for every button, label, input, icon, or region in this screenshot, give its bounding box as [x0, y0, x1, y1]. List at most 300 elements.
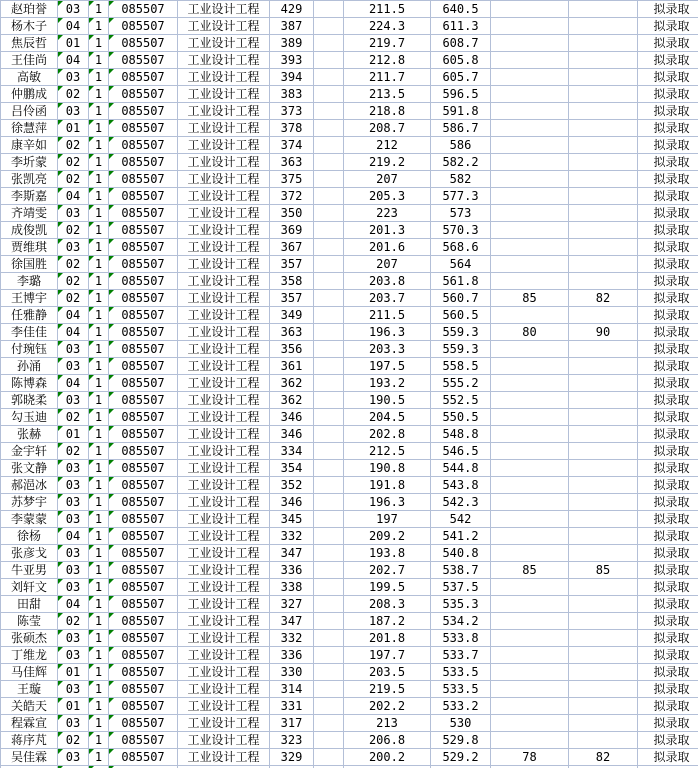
cell-secondary-score[interactable]: 201.6	[344, 239, 431, 256]
cell-major[interactable]: 工业设计工程	[178, 35, 270, 52]
cell-extra-score-2[interactable]	[569, 35, 638, 52]
cell-total-score[interactable]: 542.3	[431, 494, 491, 511]
cell-status[interactable]: 拟录取	[638, 664, 698, 681]
cell-initial-score[interactable]: 327	[270, 596, 314, 613]
cell-initial-score[interactable]: 357	[270, 256, 314, 273]
cell-secondary-score[interactable]: 203.7	[344, 290, 431, 307]
cell-name[interactable]: 徐杨	[1, 528, 58, 545]
cell-secondary-score[interactable]: 190.5	[344, 392, 431, 409]
cell-initial-score[interactable]: 362	[270, 392, 314, 409]
cell-name[interactable]: 吴佳霖	[1, 749, 58, 766]
cell-flag[interactable]: 1	[89, 630, 109, 647]
cell-initial-score[interactable]: 373	[270, 103, 314, 120]
cell-major[interactable]: 工业设计工程	[178, 375, 270, 392]
cell-name[interactable]: 仲鹏成	[1, 86, 58, 103]
cell-gap[interactable]	[314, 324, 344, 341]
cell-major[interactable]: 工业设计工程	[178, 52, 270, 69]
cell-status[interactable]: 拟录取	[638, 715, 698, 732]
cell-major[interactable]: 工业设计工程	[178, 409, 270, 426]
cell-extra-score-2[interactable]	[569, 171, 638, 188]
cell-extra-score-2[interactable]	[569, 647, 638, 664]
cell-group[interactable]: 02	[58, 290, 89, 307]
cell-status[interactable]: 拟录取	[638, 647, 698, 664]
cell-group[interactable]: 03	[58, 545, 89, 562]
cell-secondary-score[interactable]: 196.3	[344, 494, 431, 511]
cell-extra-score-2[interactable]	[569, 579, 638, 596]
cell-name[interactable]: 王博宇	[1, 290, 58, 307]
cell-status[interactable]: 拟录取	[638, 528, 698, 545]
cell-gap[interactable]	[314, 290, 344, 307]
cell-name[interactable]: 李蒙蒙	[1, 511, 58, 528]
cell-initial-score[interactable]: 330	[270, 664, 314, 681]
cell-total-score[interactable]: 533.2	[431, 698, 491, 715]
cell-total-score[interactable]: 552.5	[431, 392, 491, 409]
cell-extra-score-1[interactable]	[491, 154, 569, 171]
cell-extra-score-2[interactable]	[569, 273, 638, 290]
cell-total-score[interactable]: 544.8	[431, 460, 491, 477]
cell-extra-score-2[interactable]	[569, 188, 638, 205]
cell-name[interactable]: 吕伶函	[1, 103, 58, 120]
cell-code[interactable]: 085507	[109, 307, 178, 324]
cell-total-score[interactable]: 605.8	[431, 52, 491, 69]
cell-secondary-score[interactable]: 201.8	[344, 630, 431, 647]
cell-secondary-score[interactable]: 202.7	[344, 562, 431, 579]
cell-secondary-score[interactable]: 197	[344, 511, 431, 528]
cell-flag[interactable]: 1	[89, 647, 109, 664]
cell-initial-score[interactable]: 314	[270, 681, 314, 698]
cell-initial-score[interactable]: 323	[270, 732, 314, 749]
cell-gap[interactable]	[314, 545, 344, 562]
cell-gap[interactable]	[314, 443, 344, 460]
cell-extra-score-1[interactable]	[491, 86, 569, 103]
cell-total-score[interactable]: 533.8	[431, 630, 491, 647]
cell-gap[interactable]	[314, 647, 344, 664]
cell-major[interactable]: 工业设计工程	[178, 545, 270, 562]
cell-status[interactable]: 拟录取	[638, 698, 698, 715]
cell-flag[interactable]: 1	[89, 307, 109, 324]
cell-name[interactable]: 王佳尚	[1, 52, 58, 69]
cell-flag[interactable]: 1	[89, 392, 109, 409]
cell-status[interactable]: 拟录取	[638, 205, 698, 222]
cell-initial-score[interactable]: 347	[270, 613, 314, 630]
cell-initial-score[interactable]: 346	[270, 426, 314, 443]
cell-status[interactable]: 拟录取	[638, 18, 698, 35]
cell-extra-score-1[interactable]	[491, 664, 569, 681]
cell-name[interactable]: 刘轩文	[1, 579, 58, 596]
cell-code[interactable]: 085507	[109, 460, 178, 477]
cell-group[interactable]: 04	[58, 528, 89, 545]
cell-extra-score-2[interactable]	[569, 630, 638, 647]
cell-name[interactable]: 徐国胜	[1, 256, 58, 273]
cell-extra-score-1[interactable]	[491, 69, 569, 86]
cell-status[interactable]: 拟录取	[638, 120, 698, 137]
cell-code[interactable]: 085507	[109, 341, 178, 358]
cell-status[interactable]: 拟录取	[638, 732, 698, 749]
cell-extra-score-2[interactable]	[569, 52, 638, 69]
cell-secondary-score[interactable]: 211.5	[344, 1, 431, 18]
cell-name[interactable]: 郭晓柔	[1, 392, 58, 409]
cell-extra-score-1[interactable]	[491, 307, 569, 324]
cell-extra-score-2[interactable]	[569, 86, 638, 103]
cell-gap[interactable]	[314, 630, 344, 647]
cell-secondary-score[interactable]: 223	[344, 205, 431, 222]
cell-initial-score[interactable]: 372	[270, 188, 314, 205]
cell-gap[interactable]	[314, 681, 344, 698]
cell-flag[interactable]: 1	[89, 579, 109, 596]
cell-code[interactable]: 085507	[109, 647, 178, 664]
cell-flag[interactable]: 1	[89, 375, 109, 392]
cell-extra-score-2[interactable]: 82	[569, 290, 638, 307]
cell-group[interactable]: 02	[58, 137, 89, 154]
cell-code[interactable]: 085507	[109, 137, 178, 154]
cell-extra-score-2[interactable]	[569, 222, 638, 239]
cell-initial-score[interactable]: 393	[270, 52, 314, 69]
cell-total-score[interactable]: 582.2	[431, 154, 491, 171]
cell-group[interactable]: 02	[58, 256, 89, 273]
cell-total-score[interactable]: 561.8	[431, 273, 491, 290]
cell-name[interactable]: 齐靖雯	[1, 205, 58, 222]
cell-total-score[interactable]: 538.7	[431, 562, 491, 579]
cell-major[interactable]: 工业设计工程	[178, 494, 270, 511]
cell-group[interactable]: 04	[58, 52, 89, 69]
cell-name[interactable]: 陈博森	[1, 375, 58, 392]
cell-major[interactable]: 工业设计工程	[178, 732, 270, 749]
cell-status[interactable]: 拟录取	[638, 86, 698, 103]
cell-gap[interactable]	[314, 256, 344, 273]
cell-extra-score-1[interactable]	[491, 120, 569, 137]
cell-status[interactable]: 拟录取	[638, 188, 698, 205]
cell-gap[interactable]	[314, 222, 344, 239]
cell-gap[interactable]	[314, 103, 344, 120]
cell-secondary-score[interactable]: 207	[344, 171, 431, 188]
cell-major[interactable]: 工业设计工程	[178, 290, 270, 307]
cell-gap[interactable]	[314, 358, 344, 375]
cell-flag[interactable]: 1	[89, 222, 109, 239]
cell-gap[interactable]	[314, 69, 344, 86]
cell-major[interactable]: 工业设计工程	[178, 460, 270, 477]
cell-code[interactable]: 085507	[109, 749, 178, 766]
cell-extra-score-1[interactable]	[491, 545, 569, 562]
cell-flag[interactable]: 1	[89, 18, 109, 35]
cell-extra-score-2[interactable]	[569, 613, 638, 630]
cell-group[interactable]: 03	[58, 511, 89, 528]
cell-name[interactable]: 孙涌	[1, 358, 58, 375]
cell-extra-score-1[interactable]: 85	[491, 290, 569, 307]
cell-status[interactable]: 拟录取	[638, 392, 698, 409]
cell-major[interactable]: 工业设计工程	[178, 664, 270, 681]
cell-total-score[interactable]: 533.7	[431, 647, 491, 664]
cell-code[interactable]: 085507	[109, 613, 178, 630]
cell-status[interactable]: 拟录取	[638, 35, 698, 52]
cell-secondary-score[interactable]: 207	[344, 256, 431, 273]
cell-code[interactable]: 085507	[109, 120, 178, 137]
cell-secondary-score[interactable]: 212	[344, 137, 431, 154]
cell-extra-score-2[interactable]	[569, 256, 638, 273]
cell-gap[interactable]	[314, 732, 344, 749]
cell-secondary-score[interactable]: 224.3	[344, 18, 431, 35]
cell-total-score[interactable]: 582	[431, 171, 491, 188]
cell-total-score[interactable]: 530	[431, 715, 491, 732]
cell-secondary-score[interactable]: 199.5	[344, 579, 431, 596]
cell-initial-score[interactable]: 358	[270, 273, 314, 290]
cell-major[interactable]: 工业设计工程	[178, 86, 270, 103]
cell-initial-score[interactable]: 334	[270, 443, 314, 460]
cell-name[interactable]: 张硕杰	[1, 630, 58, 647]
cell-major[interactable]: 工业设计工程	[178, 698, 270, 715]
cell-initial-score[interactable]: 374	[270, 137, 314, 154]
cell-extra-score-2[interactable]	[569, 681, 638, 698]
cell-gap[interactable]	[314, 205, 344, 222]
cell-status[interactable]: 拟录取	[638, 256, 698, 273]
cell-extra-score-2[interactable]: 85	[569, 562, 638, 579]
cell-code[interactable]: 085507	[109, 562, 178, 579]
cell-extra-score-2[interactable]	[569, 341, 638, 358]
cell-gap[interactable]	[314, 18, 344, 35]
cell-total-score[interactable]: 541.2	[431, 528, 491, 545]
cell-status[interactable]: 拟录取	[638, 409, 698, 426]
cell-total-score[interactable]: 573	[431, 205, 491, 222]
cell-flag[interactable]: 1	[89, 698, 109, 715]
cell-total-score[interactable]: 611.3	[431, 18, 491, 35]
cell-extra-score-2[interactable]	[569, 307, 638, 324]
cell-code[interactable]: 085507	[109, 511, 178, 528]
cell-name[interactable]: 康辛如	[1, 137, 58, 154]
cell-extra-score-1[interactable]	[491, 477, 569, 494]
cell-status[interactable]: 拟录取	[638, 137, 698, 154]
cell-code[interactable]: 085507	[109, 545, 178, 562]
cell-code[interactable]: 085507	[109, 579, 178, 596]
cell-group[interactable]: 02	[58, 732, 89, 749]
cell-code[interactable]: 085507	[109, 222, 178, 239]
cell-status[interactable]: 拟录取	[638, 426, 698, 443]
cell-gap[interactable]	[314, 273, 344, 290]
cell-code[interactable]: 085507	[109, 171, 178, 188]
cell-total-score[interactable]: 564	[431, 256, 491, 273]
cell-initial-score[interactable]: 354	[270, 460, 314, 477]
cell-status[interactable]: 拟录取	[638, 69, 698, 86]
cell-extra-score-1[interactable]	[491, 52, 569, 69]
cell-name[interactable]: 付琬钰	[1, 341, 58, 358]
cell-extra-score-2[interactable]	[569, 358, 638, 375]
cell-name[interactable]: 贾维琪	[1, 239, 58, 256]
cell-gap[interactable]	[314, 613, 344, 630]
cell-initial-score[interactable]: 332	[270, 528, 314, 545]
cell-code[interactable]: 085507	[109, 239, 178, 256]
cell-initial-score[interactable]: 346	[270, 494, 314, 511]
cell-major[interactable]: 工业设计工程	[178, 256, 270, 273]
cell-group[interactable]: 04	[58, 188, 89, 205]
cell-secondary-score[interactable]: 193.8	[344, 545, 431, 562]
cell-initial-score[interactable]: 362	[270, 375, 314, 392]
cell-secondary-score[interactable]: 200.2	[344, 749, 431, 766]
cell-code[interactable]: 085507	[109, 630, 178, 647]
cell-group[interactable]: 01	[58, 426, 89, 443]
cell-extra-score-2[interactable]	[569, 698, 638, 715]
cell-group[interactable]: 02	[58, 273, 89, 290]
cell-secondary-score[interactable]: 196.3	[344, 324, 431, 341]
cell-major[interactable]: 工业设计工程	[178, 392, 270, 409]
cell-name[interactable]: 李璐	[1, 273, 58, 290]
cell-gap[interactable]	[314, 715, 344, 732]
cell-total-score[interactable]: 529.2	[431, 749, 491, 766]
cell-initial-score[interactable]: 375	[270, 171, 314, 188]
cell-major[interactable]: 工业设计工程	[178, 171, 270, 188]
cell-major[interactable]: 工业设计工程	[178, 103, 270, 120]
cell-status[interactable]: 拟录取	[638, 511, 698, 528]
cell-total-score[interactable]: 555.2	[431, 375, 491, 392]
cell-extra-score-1[interactable]	[491, 443, 569, 460]
cell-status[interactable]: 拟录取	[638, 681, 698, 698]
cell-status[interactable]: 拟录取	[638, 477, 698, 494]
cell-gap[interactable]	[314, 511, 344, 528]
cell-major[interactable]: 工业设计工程	[178, 443, 270, 460]
cell-major[interactable]: 工业设计工程	[178, 239, 270, 256]
cell-status[interactable]: 拟录取	[638, 358, 698, 375]
cell-gap[interactable]	[314, 375, 344, 392]
cell-code[interactable]: 085507	[109, 103, 178, 120]
cell-initial-score[interactable]: 329	[270, 749, 314, 766]
cell-name[interactable]: 马佳辉	[1, 664, 58, 681]
cell-status[interactable]: 拟录取	[638, 630, 698, 647]
cell-extra-score-2[interactable]	[569, 375, 638, 392]
cell-extra-score-1[interactable]	[491, 698, 569, 715]
cell-flag[interactable]: 1	[89, 732, 109, 749]
cell-name[interactable]: 徐慧萍	[1, 120, 58, 137]
cell-extra-score-2[interactable]	[569, 205, 638, 222]
cell-total-score[interactable]: 586	[431, 137, 491, 154]
cell-secondary-score[interactable]: 208.7	[344, 120, 431, 137]
cell-extra-score-1[interactable]: 80	[491, 324, 569, 341]
cell-name[interactable]: 赵珀誉	[1, 1, 58, 18]
cell-initial-score[interactable]: 378	[270, 120, 314, 137]
cell-gap[interactable]	[314, 137, 344, 154]
cell-total-score[interactable]: 560.5	[431, 307, 491, 324]
cell-extra-score-1[interactable]	[491, 273, 569, 290]
cell-initial-score[interactable]: 349	[270, 307, 314, 324]
cell-flag[interactable]: 1	[89, 443, 109, 460]
cell-major[interactable]: 工业设计工程	[178, 426, 270, 443]
cell-initial-score[interactable]: 357	[270, 290, 314, 307]
cell-group[interactable]: 03	[58, 715, 89, 732]
cell-gap[interactable]	[314, 698, 344, 715]
cell-flag[interactable]: 1	[89, 358, 109, 375]
cell-initial-score[interactable]: 346	[270, 409, 314, 426]
cell-initial-score[interactable]: 347	[270, 545, 314, 562]
cell-code[interactable]: 085507	[109, 188, 178, 205]
cell-flag[interactable]: 1	[89, 86, 109, 103]
cell-extra-score-1[interactable]	[491, 205, 569, 222]
cell-status[interactable]: 拟录取	[638, 749, 698, 766]
cell-total-score[interactable]: 591.8	[431, 103, 491, 120]
cell-group[interactable]: 02	[58, 86, 89, 103]
cell-extra-score-1[interactable]	[491, 35, 569, 52]
cell-initial-score[interactable]: 345	[270, 511, 314, 528]
cell-major[interactable]: 工业设计工程	[178, 341, 270, 358]
cell-total-score[interactable]: 534.2	[431, 613, 491, 630]
cell-initial-score[interactable]: 429	[270, 1, 314, 18]
cell-flag[interactable]: 1	[89, 545, 109, 562]
cell-extra-score-2[interactable]	[569, 137, 638, 154]
cell-group[interactable]: 01	[58, 698, 89, 715]
cell-flag[interactable]: 1	[89, 528, 109, 545]
cell-flag[interactable]: 1	[89, 239, 109, 256]
cell-gap[interactable]	[314, 494, 344, 511]
cell-extra-score-1[interactable]: 85	[491, 562, 569, 579]
cell-flag[interactable]: 1	[89, 69, 109, 86]
cell-flag[interactable]: 1	[89, 171, 109, 188]
cell-code[interactable]: 085507	[109, 1, 178, 18]
cell-initial-score[interactable]: 367	[270, 239, 314, 256]
cell-initial-score[interactable]: 317	[270, 715, 314, 732]
cell-initial-score[interactable]: 338	[270, 579, 314, 596]
cell-initial-score[interactable]: 383	[270, 86, 314, 103]
cell-extra-score-2[interactable]	[569, 511, 638, 528]
cell-extra-score-2[interactable]	[569, 732, 638, 749]
cell-initial-score[interactable]: 394	[270, 69, 314, 86]
cell-major[interactable]: 工业设计工程	[178, 1, 270, 18]
cell-initial-score[interactable]: 331	[270, 698, 314, 715]
cell-code[interactable]: 085507	[109, 52, 178, 69]
cell-code[interactable]: 085507	[109, 664, 178, 681]
cell-group[interactable]: 01	[58, 664, 89, 681]
cell-code[interactable]: 085507	[109, 18, 178, 35]
cell-total-score[interactable]: 548.8	[431, 426, 491, 443]
cell-extra-score-2[interactable]	[569, 545, 638, 562]
cell-extra-score-1[interactable]	[491, 18, 569, 35]
cell-secondary-score[interactable]: 191.8	[344, 477, 431, 494]
cell-extra-score-1[interactable]	[491, 392, 569, 409]
cell-extra-score-1[interactable]	[491, 171, 569, 188]
cell-name[interactable]: 焦辰哲	[1, 35, 58, 52]
cell-extra-score-1[interactable]	[491, 596, 569, 613]
cell-name[interactable]: 成俊凯	[1, 222, 58, 239]
cell-status[interactable]: 拟录取	[638, 154, 698, 171]
cell-name[interactable]: 田甜	[1, 596, 58, 613]
cell-initial-score[interactable]: 356	[270, 341, 314, 358]
cell-major[interactable]: 工业设计工程	[178, 307, 270, 324]
cell-total-score[interactable]: 559.3	[431, 341, 491, 358]
cell-secondary-score[interactable]: 219.2	[344, 154, 431, 171]
cell-flag[interactable]: 1	[89, 290, 109, 307]
cell-name[interactable]: 勾玉迪	[1, 409, 58, 426]
cell-group[interactable]: 03	[58, 392, 89, 409]
cell-name[interactable]: 张彦戈	[1, 545, 58, 562]
cell-flag[interactable]: 1	[89, 52, 109, 69]
cell-total-score[interactable]: 540.8	[431, 545, 491, 562]
cell-group[interactable]: 04	[58, 18, 89, 35]
cell-name[interactable]: 丁维龙	[1, 647, 58, 664]
cell-major[interactable]: 工业设计工程	[178, 528, 270, 545]
cell-extra-score-1[interactable]	[491, 188, 569, 205]
cell-code[interactable]: 085507	[109, 698, 178, 715]
cell-group[interactable]: 03	[58, 681, 89, 698]
cell-status[interactable]: 拟录取	[638, 324, 698, 341]
cell-group[interactable]: 02	[58, 409, 89, 426]
cell-gap[interactable]	[314, 528, 344, 545]
cell-gap[interactable]	[314, 562, 344, 579]
cell-flag[interactable]: 1	[89, 613, 109, 630]
cell-status[interactable]: 拟录取	[638, 171, 698, 188]
cell-status[interactable]: 拟录取	[638, 307, 698, 324]
cell-extra-score-1[interactable]	[491, 715, 569, 732]
cell-group[interactable]: 01	[58, 35, 89, 52]
cell-extra-score-1[interactable]	[491, 1, 569, 18]
cell-extra-score-1[interactable]	[491, 358, 569, 375]
cell-total-score[interactable]: 529.8	[431, 732, 491, 749]
cell-secondary-score[interactable]: 203.8	[344, 273, 431, 290]
cell-gap[interactable]	[314, 307, 344, 324]
cell-flag[interactable]: 1	[89, 120, 109, 137]
